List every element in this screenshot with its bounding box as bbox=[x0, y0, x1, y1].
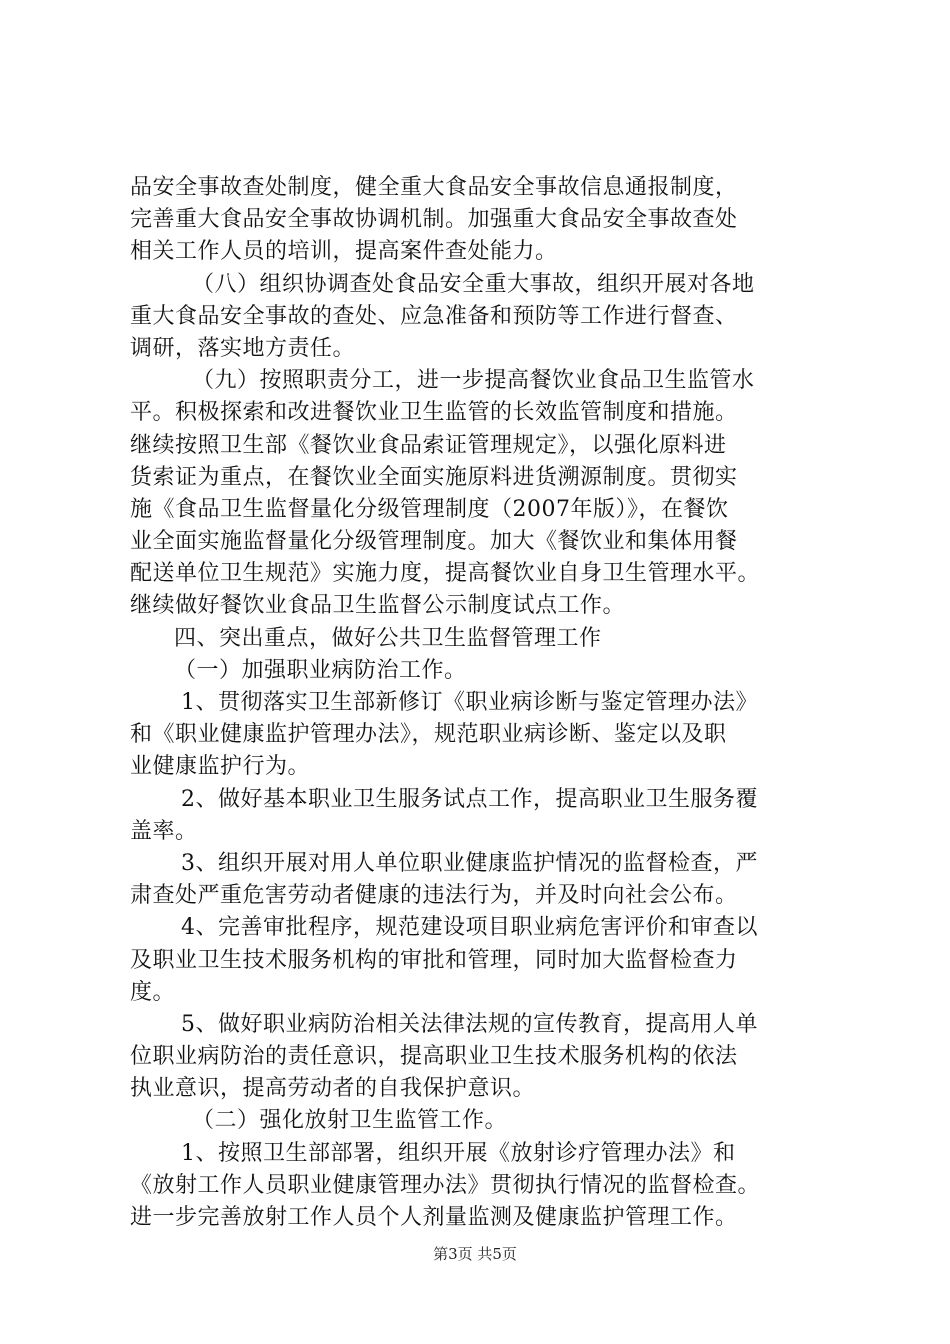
text-line: 完善重大食品安全事故协调机制。加强重大食品安全事故查处 bbox=[130, 207, 738, 233]
list-item-1-radiation: 1、按照卫生部部署，组织开展《放射诊疗管理办法》和 bbox=[181, 1140, 736, 1166]
list-item-2: 2、做好基本职业卫生服务试点工作，提高职业卫生服务覆 bbox=[181, 786, 758, 812]
paragraph-9-heading: （九）按照职责分工，进一步提高餐饮业食品卫生监管水 bbox=[192, 368, 755, 394]
text-line: 及职业卫生技术服务机构的审批和管理，同时加大监督检查力 bbox=[130, 947, 738, 973]
text-line: 品安全事故查处制度，健全重大食品安全事故信息通报制度， bbox=[130, 175, 738, 200]
text-line: 平。积极探索和改进餐饮业卫生监管的长效监管制度和措施。 bbox=[130, 400, 738, 426]
text-line: 度。 bbox=[130, 979, 176, 1005]
text-line: 《放射工作人员职业健康管理办法》贯彻执行情况的监督检查。 bbox=[130, 1172, 761, 1198]
list-item-1: 1、贯彻落实卫生部新修订《职业病诊断与鉴定管理办法》 bbox=[181, 690, 758, 715]
section-4-heading: 四、突出重点，做好公共卫生监督管理工作 bbox=[174, 625, 602, 651]
text-line: 进一步完善放射工作人员个人剂量监测及健康监护管理工作。 bbox=[130, 1205, 738, 1230]
text-line: 相关工作人员的培训，提高案件查处能力。 bbox=[130, 239, 558, 265]
text-line: 业全面实施监督量化分级管理制度。加大《餐饮业和集体用餐 bbox=[130, 529, 738, 555]
text-line: 位职业病防治的责任意识，提高职业卫生技术服务机构的依法 bbox=[130, 1044, 738, 1070]
text-line: 和《职业健康监护管理办法》，规范职业病诊断、鉴定以及职 bbox=[130, 722, 727, 748]
list-item-4: 4、完善审批程序，规范建设项目职业病危害评价和审查以 bbox=[181, 915, 758, 941]
list-item-5: 5、做好职业病防治相关法律法规的宣传教育，提高用人单 bbox=[181, 1011, 758, 1037]
text-line: 货索证为重点，在餐饮业全面实施原料进货溯源制度。贯彻实 bbox=[130, 464, 738, 490]
text-line: 配送单位卫生规范》实施力度，提高餐饮业自身卫生管理水平。 bbox=[130, 561, 761, 587]
text-line: 继续按照卫生部《餐饮业食品索证管理规定》，以强化原料进 bbox=[130, 432, 727, 458]
text-line: 重大食品安全事故的查处、应急准备和预防等工作进行督查、 bbox=[130, 303, 738, 329]
text-line: 施《食品卫生监督量化分级管理制度（2007年版）》，在餐饮 bbox=[130, 496, 729, 522]
page-footer bbox=[0, 1244, 950, 1264]
text-line: 执业意识，提高劳动者的自我保护意识。 bbox=[130, 1076, 536, 1102]
paragraph-8-heading: （八）组织协调查处食品安全重大事故，组织开展对各地 bbox=[192, 271, 755, 297]
text-line: 继续做好餐饮业食品卫生监督公示制度试点工作。 bbox=[130, 593, 626, 619]
list-item-3: 3、组织开展对用人单位职业健康监护情况的监督检查，严 bbox=[181, 850, 758, 876]
text-line: 业健康监护行为。 bbox=[130, 754, 311, 780]
subsection-1-heading: （一）加强职业病防治工作。 bbox=[174, 657, 467, 683]
text-line: 盖率。 bbox=[130, 818, 198, 844]
document-body bbox=[130, 172, 830, 1234]
text-line: 肃查处严重危害劳动者健康的违法行为，并及时向社会公布。 bbox=[130, 883, 738, 909]
subsection-2-heading: （二）强化放射卫生监管工作。 bbox=[192, 1108, 508, 1134]
page-number: 第3页 共5页 bbox=[433, 1245, 517, 1263]
text-line: 调研，落实地方责任。 bbox=[130, 335, 356, 361]
